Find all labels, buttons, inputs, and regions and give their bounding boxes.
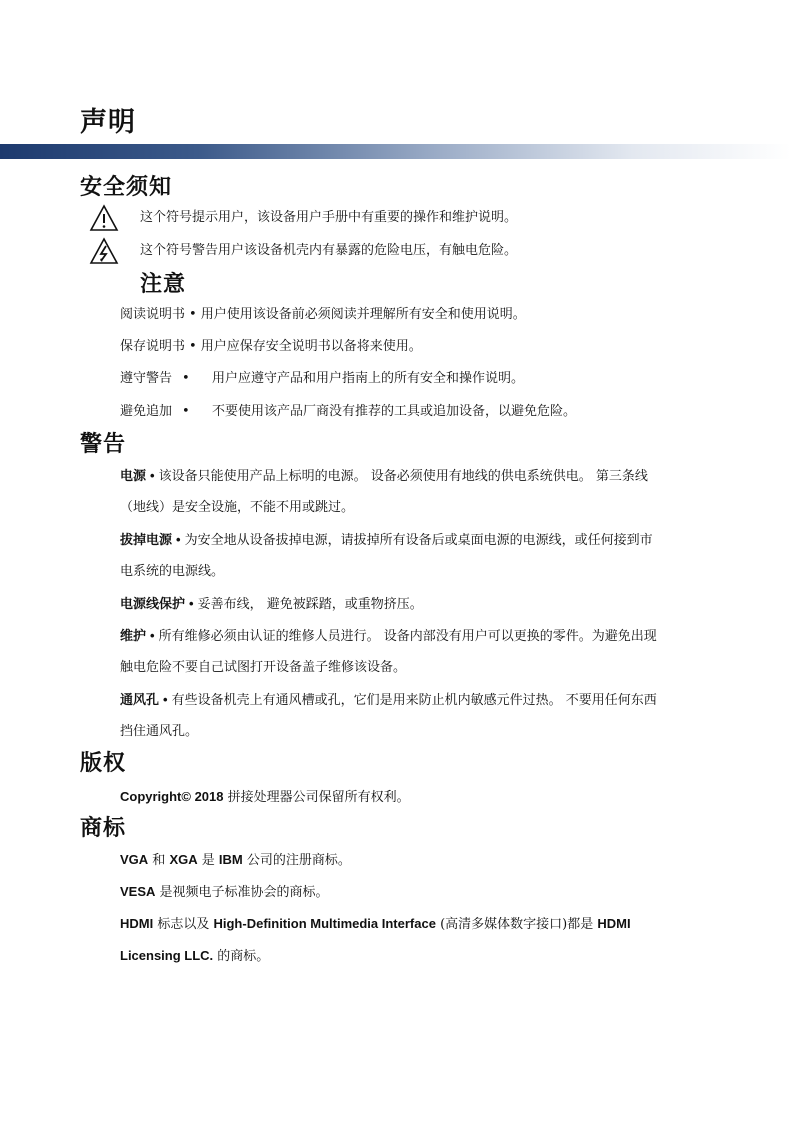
title-divider-bar <box>0 144 791 159</box>
notice-item <box>120 371 172 387</box>
notice-label: 保存说明书 <box>120 339 186 354</box>
warning-label: 通风孔 <box>120 692 160 707</box>
trademark-term: IBM <box>218 852 243 867</box>
trademark-term: High-Definition Multimedia Interface <box>213 916 436 931</box>
trademark-text: 是视频电子标准协会的商标。 <box>155 885 329 900</box>
notice-text: 用户应遵守产品和用户指南上的所有安全和操作说明。 <box>212 371 525 386</box>
warning-label: 维护 <box>120 628 147 643</box>
warning-label: 拔掉电源 <box>120 532 173 547</box>
trademark-text: (高清多媒体数字接口)都是 <box>435 917 598 932</box>
bullet: • <box>189 339 197 354</box>
trademark-line-1 <box>120 852 351 869</box>
warning-text-cont: （地线）是安全设施，不能不用或跳过。 <box>120 500 355 515</box>
warning-item <box>120 596 423 613</box>
copyright-year: Copyright© 2018 <box>120 789 224 804</box>
trademark-text: 公司的注册商标。 <box>242 853 351 868</box>
warning-heading: 警告 <box>80 432 127 457</box>
bullet: • <box>163 692 168 707</box>
bullet: • <box>182 404 190 419</box>
safety-row-1-text: 这个符号提示用户，该设备用户手册中有重要的操作和维护说明。 <box>140 210 518 225</box>
warning-text-cont: 电系统的电源线。 <box>120 564 225 579</box>
warning-item <box>120 532 653 549</box>
trademark-heading: 商标 <box>80 816 127 841</box>
trademark-term: XGA <box>169 852 198 867</box>
notice-item <box>120 307 526 323</box>
caution-triangle-icon <box>89 204 119 232</box>
notice-text: 用户应保存安全说明书以备将来使用。 <box>200 339 422 354</box>
notice-heading: 注意 <box>140 272 187 297</box>
notice-label: 阅读说明书 <box>120 307 186 322</box>
warning-text: 为安全地从设备拔掉电源，请拔掉所有设备后或桌面电源的电源线，或任何接到市 <box>184 533 653 548</box>
bullet: • <box>189 307 197 322</box>
page-title: 声明 <box>80 107 136 138</box>
bullet: • <box>182 371 190 386</box>
warning-text: 所有维修必须由认证的维修人员进行。 设备内部没有用户可以更换的零件。为避免出现 <box>158 629 657 644</box>
trademark-line-2 <box>120 884 329 901</box>
warning-label: 电源线保护 <box>120 596 186 611</box>
copyright-heading: 版权 <box>80 751 127 776</box>
bullet: • <box>189 596 194 611</box>
safety-row-2-text: 这个符号警告用户该设备机壳内有暴露的危险电压，有触电危险。 <box>140 243 518 258</box>
notice-text: 不要使用该产品厂商没有推荐的工具或追加设备，以避免危险。 <box>212 404 577 419</box>
warning-text: 有些设备机壳上有通风槽或孔，它们是用来防止机内敏感元件过热。 不要用任何东西 <box>171 693 657 708</box>
trademark-term: HDMI <box>597 916 631 931</box>
safety-heading: 安全须知 <box>80 175 173 200</box>
warning-item <box>120 468 648 485</box>
copyright-text: 拼接处理器公司保留所有权利。 <box>223 790 410 805</box>
trademark-term: HDMI <box>120 916 154 931</box>
warning-item <box>120 628 657 645</box>
warning-label: 电源 <box>120 468 147 483</box>
warning-text-cont: 触电危险不要自己试图打开设备盖子维修该设备。 <box>120 660 407 675</box>
trademark-line-4 <box>120 948 269 965</box>
trademark-text: 的商标。 <box>213 949 270 964</box>
trademark-term: Licensing LLC. <box>120 948 214 963</box>
trademark-text: 标志以及 <box>153 917 214 932</box>
warning-text: 该设备只能使用产品上标明的电源。 设备必须使用有地线的供电系统供电。 第三条线 <box>158 469 648 484</box>
trademark-text: 是 <box>197 853 219 868</box>
notice-label: 避免追加 <box>120 404 173 419</box>
bullet: • <box>150 468 155 483</box>
trademark-text: 和 <box>148 853 170 868</box>
warning-text: 妥善布线， 避免被踩踏，或重物挤压。 <box>197 597 423 612</box>
trademark-term: VGA <box>120 852 149 867</box>
warning-item <box>120 692 657 709</box>
bullet: • <box>150 628 155 643</box>
trademark-line-3 <box>120 916 631 933</box>
warning-text-cont: 挡住通风孔。 <box>120 724 199 739</box>
notice-text: 用户使用该设备前必须阅读并理解所有安全和使用说明。 <box>200 307 526 322</box>
copyright-line <box>120 789 410 806</box>
high-voltage-icon <box>89 237 119 265</box>
trademark-term: VESA <box>120 884 156 899</box>
notice-item <box>120 339 422 355</box>
bullet: • <box>176 532 181 547</box>
notice-label: 遵守警告 <box>120 371 173 386</box>
